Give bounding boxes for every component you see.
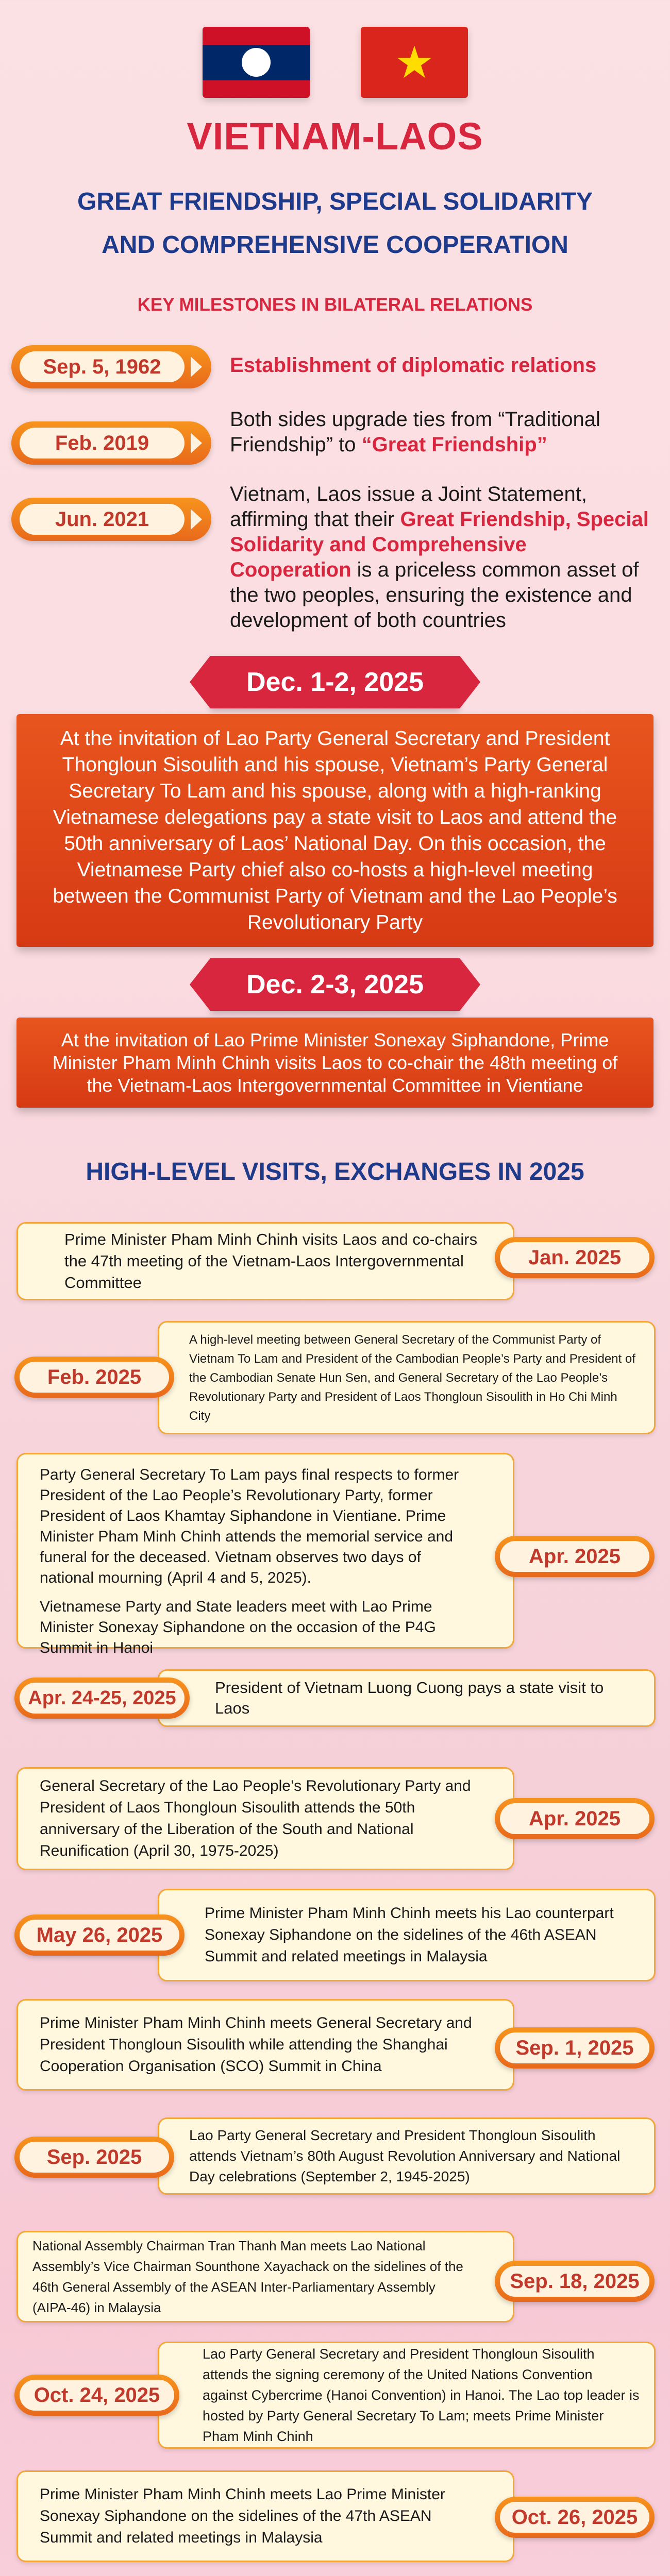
visit-card	[158, 2342, 656, 2449]
visit-date: Feb. 2025	[20, 1362, 169, 1393]
visit-date-pill	[495, 1237, 655, 1278]
visit-card	[16, 1999, 514, 2091]
visit-date-pill	[14, 1357, 174, 1398]
arrow-right-icon	[191, 509, 202, 530]
visit-text: President of Vietnam Luong Cuong pays a state visit to Laos	[215, 1679, 604, 1717]
visit-text: Party General Secretary To Lam pays final respects to former President of the Lao People’s Revolutionary Party, former President of Laos Khamtay Siphandone in Vientiane. Prime Minister Pham Minh Chinh attends the memorial service and funeral for the deceased. Vietnam observes two days of national mourning (April 4 and 5, 2025). Vietnamese Party and State leaders meet with Lao Prime Minister Sonexay Siphandone on the occasion of the P4G Summit in Hanoi	[40, 1466, 459, 1656]
arrow-right-icon	[191, 357, 202, 377]
visit-date: Apr. 24-25, 2025	[20, 1683, 185, 1714]
milestone-text: Vietnam, Laos issue a Joint Statement, affirming that their Great Friendship, Special Solidarity and Comprehensive Cooperation is a priceless common asset of the two peoples, ensuring the existence and development of both countries	[230, 483, 649, 632]
visit-date: Sep. 1, 2025	[500, 2032, 649, 2063]
event-date-banner	[0, 958, 670, 1011]
visit-date-pill	[14, 1677, 190, 1719]
high-level-heading: HIGH-LEVEL VISITS, EXCHANGES IN 2025	[86, 1158, 584, 1185]
visit-card	[16, 1767, 514, 1870]
milestone-date-pill	[11, 498, 211, 541]
visit-date: Apr. 2025	[500, 1541, 649, 1572]
subtitle-line-1: GREAT FRIENDSHIP, SPECIAL SOLIDARITY	[77, 188, 593, 215]
page-title: VIETNAM-LAOS	[187, 115, 483, 158]
visit-date-pill	[14, 1914, 185, 1956]
visit-date-pill	[14, 2137, 174, 2178]
visit-card	[158, 1889, 656, 1981]
visit-text: Prime Minister Pham Minh Chinh visits Laos and co-chairs the 47th meeting of the Vietnam-Laos Intergovernmental Committee	[64, 1230, 478, 1292]
event-description: At the invitation of Lao Prime Minister Sonexay Siphandone, Prime Minister Pham Minh Chinh visits Laos to co-chair the 48th meeting of the Vietnam-Laos Intergovernmental Committee in Vientiane	[16, 1018, 654, 1108]
milestone-date: Sep. 5, 1962	[20, 351, 185, 382]
visit-card	[158, 1669, 656, 1727]
milestone-date: Jun. 2021	[20, 504, 185, 535]
visit-card	[16, 1453, 514, 1656]
event-description: At the invitation of Lao Party General Secretary and President Thongloun Sisoulith and his spouse, Vietnam’s Party General Secretary To Lam and his spouse, along with a high-ranking Vietnamese delegations pay a state visit to Laos and attend the 50th anniversary of Laos’ National Day. On this occasion, the Vietnamese Party chief also co-hosts a high-level meeting between the Communist Party of Vietnam and the Lao People’s Revolutionary Party	[16, 714, 654, 947]
visit-date-pill	[495, 1536, 655, 1577]
visit-date: Oct. 24, 2025	[20, 2380, 174, 2411]
laos-flag	[203, 27, 310, 98]
visit-card	[16, 2470, 514, 2562]
visit-text: A high-level meeting between General Secretary of the Communist Party of Vietnam To Lam and President of the Cambodian People’s Party and President of the Cambodian Senate Hun Sen, and General Secretary of the Lao People’s Revolutionary Party and President of Laos Thongloun Sisoulith in Ho Chi Minh City	[189, 1332, 635, 1423]
milestones-heading: KEY MILESTONES IN BILATERAL RELATIONS	[137, 295, 533, 315]
milestone-date-pill	[11, 345, 211, 388]
visit-date: Apr. 2025	[500, 1803, 649, 1834]
milestone-date-pill	[11, 421, 211, 465]
visit-date-pill	[495, 2027, 655, 2069]
event-date: Dec. 1-2, 2025	[210, 656, 460, 708]
vietnam-flag	[361, 27, 468, 98]
event-date: Dec. 2-3, 2025	[210, 958, 460, 1011]
arrow-right-icon	[191, 433, 202, 453]
visit-text: Prime Minister Pham Minh Chinh meets General Secretary and President Thongloun Sisoulith while attending the Shanghai Cooperation Organisation (SCO) Summit in China	[40, 2014, 472, 2075]
visit-text: Lao Party General Secretary and President Thongloun Sisoulith attends the signing ceremony of the United Nations Convention against Cybercrime (Hanoi Convention) in Hanoi. The Lao top leader is hosted by Party General Secretary To Lam; meets Prime Minister Pham Minh Chinh	[203, 2346, 640, 2444]
visit-text: General Secretary of the Lao People’s Revolutionary Party and President of Laos Thongloun Sisoulith attends the 50th anniversary of the Liberation of the South and National Reunification (April 30, 1975-2025)	[40, 1777, 471, 1859]
event-date-banner	[0, 656, 670, 708]
visit-date: Sep. 18, 2025	[500, 2266, 649, 2297]
visit-date: May 26, 2025	[20, 1920, 179, 1951]
milestone-date: Feb. 2019	[20, 428, 185, 459]
visit-date: Sep. 2025	[20, 2142, 169, 2173]
milestone-text: Establishment of diplomatic relations	[230, 354, 597, 377]
visit-card	[158, 2117, 656, 2195]
subtitle-line-2: AND COMPREHENSIVE COOPERATION	[102, 231, 568, 259]
visit-date: Oct. 26, 2025	[500, 2502, 649, 2533]
visit-date-pill	[495, 2261, 655, 2302]
visit-card	[16, 1222, 514, 1300]
visit-date: Jan. 2025	[500, 1242, 649, 1273]
visit-text: Lao Party General Secretary and President Thongloun Sisoulith attends Vietnam’s 80th August Revolution Anniversary and National Day celebrations (September 2, 1945-2025)	[189, 2127, 621, 2184]
milestone-text: Both sides upgrade ties from “Traditional Friendship” to “Great Friendship”	[230, 408, 600, 456]
visit-card	[16, 2231, 514, 2323]
visit-date-pill	[495, 1798, 655, 1839]
visit-text: National Assembly Chairman Tran Thanh Man meets Lao National Assembly’s Vice Chairman Sounthone Xayachack on the sidelines of the 46th General Assembly of the ASEAN Inter-Parliamentary Assembly (AIPA-46) in Malaysia	[32, 2238, 463, 2315]
visit-card	[158, 1321, 656, 1434]
visit-date-pill	[495, 2497, 655, 2538]
visit-text: Prime Minister Pham Minh Chinh meets Lao Prime Minister Sonexay Siphandone on the sidelines of the 47th ASEAN Summit and related meetings in Malaysia	[40, 2486, 445, 2546]
visit-date-pill	[14, 2375, 179, 2416]
visit-text: Prime Minister Pham Minh Chinh meets his Lao counterpart Sonexay Siphandone on the sidelines of the 46th ASEAN Summit and related meetings in Malaysia	[205, 1905, 614, 1965]
star-icon	[396, 44, 433, 81]
